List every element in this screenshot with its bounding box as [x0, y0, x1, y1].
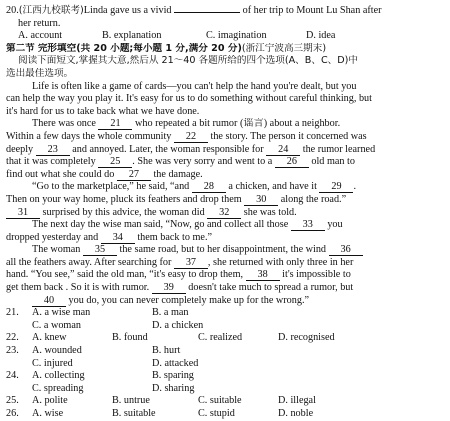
option-b[interactable]: B. hurt — [152, 345, 181, 357]
blank-28[interactable]: 28 — [192, 181, 226, 193]
option-a[interactable]: A. wounded — [32, 345, 82, 357]
text: the rumor learned — [302, 143, 376, 155]
blank-25[interactable]: 25 — [98, 156, 132, 168]
blank-36[interactable]: 36 — [329, 244, 363, 256]
text: Then on your way home, pluck its feathers and drop them — [6, 193, 242, 205]
answer-22-row — [6, 332, 444, 345]
option-b[interactable]: B. suitable — [112, 408, 156, 419]
text: There was once — [32, 118, 96, 130]
answer-number: 21. — [6, 307, 19, 319]
q20-number: 20. — [6, 5, 19, 16]
option-c[interactable]: C. realized — [198, 332, 243, 344]
text: “Go to the marketplace,” he said, “and — [32, 181, 190, 193]
option-a[interactable]: A. knew — [32, 332, 67, 344]
answer-number: 25. — [6, 395, 19, 407]
blank-29[interactable]: 29 — [319, 181, 353, 193]
passage-p3-l3 — [6, 207, 444, 220]
text: it's impossible to — [282, 269, 351, 281]
text: doesn't take much to spread a rumor, but — [188, 282, 354, 294]
text: get them back . So it is with rumor. — [6, 282, 150, 294]
blank-31[interactable]: 31 — [6, 207, 40, 219]
blank-27[interactable]: 27 — [117, 169, 151, 181]
text: all the feathers away. After searching for — [6, 256, 172, 268]
q20-options — [6, 30, 444, 43]
option-d[interactable]: D. a chicken — [152, 319, 204, 331]
option-d[interactable]: D. recognised — [278, 332, 335, 344]
text: a chicken, and have it — [228, 181, 317, 193]
blank-30[interactable]: 30 — [244, 194, 278, 206]
text: . She was very sorry and went to a — [132, 156, 273, 168]
option-b[interactable]: B. sparing — [152, 370, 194, 382]
q20-option-d[interactable]: D. idea — [306, 30, 336, 42]
passage-p2-l3 — [6, 144, 444, 157]
passage-p4-l2 — [6, 232, 444, 245]
option-c[interactable]: C. spreading — [32, 382, 84, 394]
option-d[interactable]: D. sharing — [152, 382, 195, 394]
blank-21[interactable]: 21 — [98, 118, 132, 130]
blank-33[interactable]: 33 — [291, 219, 325, 231]
text: The woman — [32, 244, 81, 256]
passage-p3-l2 — [6, 194, 444, 207]
section-instruction-2: 选出最佳选项。 — [6, 67, 74, 79]
option-c[interactable]: C. injured — [32, 357, 73, 369]
q20-line2: her return. — [18, 17, 61, 29]
blank-35[interactable]: 35 — [83, 244, 117, 256]
answer-21-row2 — [6, 320, 444, 333]
blank-22[interactable]: 22 — [174, 131, 208, 143]
text: dropped yesterday and — [6, 231, 99, 243]
option-a[interactable]: A. a wise man — [32, 307, 91, 319]
text: deeply — [6, 143, 34, 155]
passage-p2-l4 — [6, 156, 444, 169]
text: hand. “You see,” said the old man, “it's easy to drop them, — [6, 269, 244, 281]
text: she was told. — [243, 206, 297, 218]
q20-option-c[interactable]: C. imagination — [206, 30, 267, 42]
section-source: (浙江宁波高三期末) — [241, 42, 327, 54]
answer-25-row — [6, 395, 444, 408]
passage-p5-l2 — [6, 257, 444, 270]
blank-39[interactable]: 39 — [152, 282, 186, 294]
section-name: 完形填空(共 20 小题;每小题 1 分,满分 20 分) — [37, 42, 242, 54]
answer-23-row2 — [6, 358, 444, 371]
text: old man to — [311, 156, 355, 168]
blank-23[interactable]: 23 — [36, 144, 70, 156]
passage-p2-l5 — [6, 169, 444, 182]
text: find out what she could do — [6, 168, 115, 180]
answer-number: 26. — [6, 408, 19, 419]
text: you — [327, 219, 343, 231]
passage-p1-l2: can help the way you play it. It's easy for us to do something without careful thinking, but — [6, 93, 372, 105]
option-a[interactable]: A. wise — [32, 408, 64, 419]
blank-40[interactable]: 40 — [32, 295, 66, 307]
answer-26-row — [6, 408, 444, 421]
option-c[interactable]: C. suitable — [198, 395, 242, 407]
section-header — [6, 43, 444, 56]
option-c[interactable]: C. stupid — [198, 408, 235, 419]
option-d[interactable]: D. illegal — [278, 395, 316, 407]
q20-source: (江西九校联考) — [18, 5, 84, 16]
option-a[interactable]: A. collecting — [32, 370, 85, 382]
answer-number: 22. — [6, 332, 19, 344]
text: along the road.” — [280, 193, 347, 205]
option-d[interactable]: D. attacked — [152, 357, 199, 369]
q20-text-before: Linda gave us a vivid — [83, 5, 172, 16]
blank-26[interactable]: 26 — [275, 156, 309, 168]
text: that it was completely — [6, 156, 96, 168]
blank-38[interactable]: 38 — [246, 269, 280, 281]
text: and annoyed. Later, the woman responsible for — [72, 143, 264, 155]
section-title: 第二节 — [6, 42, 35, 54]
passage-p5-l4 — [6, 282, 444, 295]
option-b[interactable]: B. found — [112, 332, 148, 344]
question-20 — [6, 1, 444, 18]
blank-34[interactable]: 34 — [101, 232, 135, 244]
blank-24[interactable]: 24 — [266, 144, 300, 156]
blank-37[interactable]: 37 — [174, 257, 208, 269]
answer-24-row1 — [6, 370, 444, 383]
text: you do, you can never completely make up for the wrong.” — [68, 294, 310, 306]
passage-p2-l1 — [6, 118, 444, 131]
q20-option-b[interactable]: B. explanation — [102, 30, 162, 42]
text: Within a few days the whole community — [6, 130, 172, 142]
text: them back to me.” — [137, 231, 213, 243]
option-d[interactable]: D. noble — [278, 408, 314, 419]
passage-p1-l3: it's hard for us to take back what we have done. — [6, 105, 200, 117]
passage-p5-l5 — [6, 295, 444, 308]
text: the same road, but to her disappointment, the wind — [119, 244, 327, 256]
passage-p5-l1 — [6, 244, 444, 257]
passage-p1-l1: Life is often like a game of cards—you can't help the hand you're dealt, but you — [32, 80, 357, 92]
answer-number: 24. — [6, 370, 19, 382]
option-b[interactable]: B. untrue — [112, 395, 150, 407]
q20-option-a[interactable]: A. account — [18, 30, 63, 42]
text: the story. The person it concerned was — [210, 130, 367, 142]
passage-p3-l1: “Go to the marketplace,” he said, “and 28 a chicken, and have it 29 . — [32, 181, 357, 193]
answer-24-row2 — [6, 383, 444, 396]
passage-p4-l1 — [6, 219, 444, 232]
option-c[interactable]: C. a woman — [32, 319, 81, 331]
answer-23-row1 — [6, 345, 444, 358]
text: The next day the wise man said, “Now, go and collect all those — [32, 219, 289, 231]
answer-21-row1 — [6, 307, 444, 320]
q20-blank[interactable] — [174, 1, 240, 13]
text: surprised by this advice, the woman did — [42, 206, 205, 218]
section-instruction-1: 阅读下面短文,掌握其大意,然后从 21～40 各题所给的四个选项(A、B、C、D)中 — [18, 55, 358, 67]
text: who repeated a bit rumor (谣言) about a neighbor. — [135, 118, 341, 130]
option-a[interactable]: A. polite — [32, 395, 68, 407]
passage-p2-l2 — [6, 131, 444, 144]
answer-number: 23. — [6, 345, 19, 357]
q20-text-after: of her trip to Mount Lu Shan after — [242, 5, 382, 16]
text: the damage. — [153, 168, 203, 180]
passage-p5-l3 — [6, 269, 444, 282]
option-b[interactable]: B. a man — [152, 307, 189, 319]
blank-32[interactable]: 32 — [207, 207, 241, 219]
text: , she returned with only three in her — [207, 256, 354, 268]
